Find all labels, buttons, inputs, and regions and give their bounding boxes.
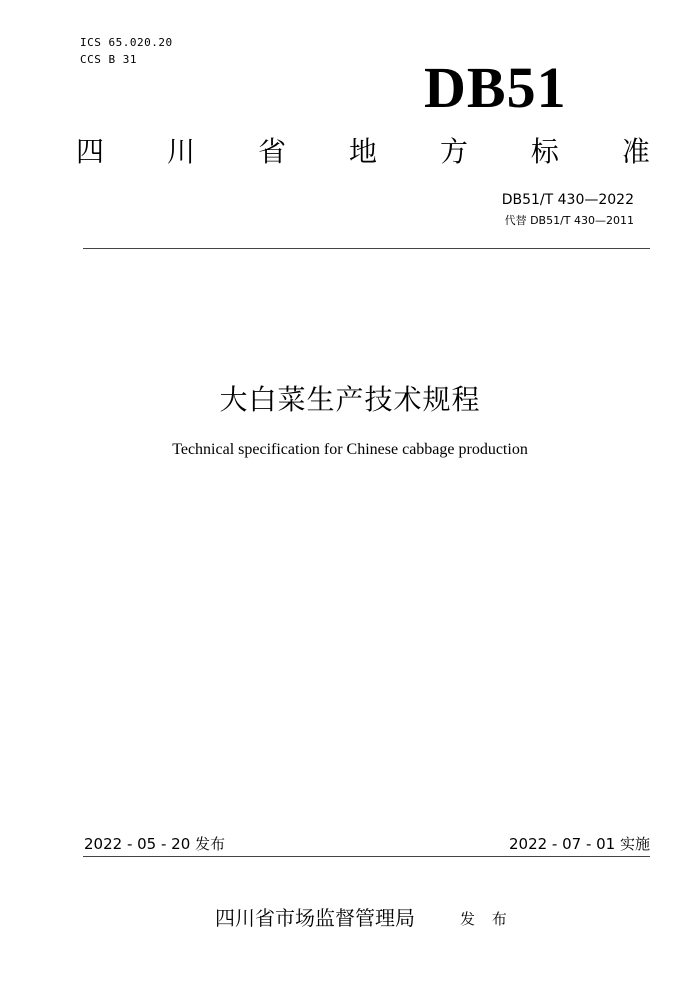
document-title-chinese: 大白菜生产技术规程 [219, 383, 481, 416]
publish-label: 发 布 [460, 910, 513, 928]
document-title-english: Technical specification for Chinese cabbage production [172, 441, 528, 458]
standard-type-heading [76, 134, 650, 170]
db51-logo: DB51 [424, 55, 567, 120]
ics-code: ICS 65.020.20 [80, 36, 173, 49]
standard-type-char: 标 [530, 135, 559, 168]
ccs-code: CCS B 31 [80, 53, 137, 66]
standard-number: DB51/T 430—2022 [501, 192, 634, 208]
publisher-name: 四川省市场监督管理局 [215, 906, 415, 930]
standard-type-char: 方 [439, 135, 468, 168]
footer-divider [83, 856, 650, 857]
implementation-date: 2022 - 07 - 01 实施 [508, 835, 650, 853]
standard-type-char: 省 [257, 135, 286, 168]
issue-date: 2022 - 05 - 20 发布 [84, 835, 226, 853]
header-divider [83, 248, 650, 249]
standard-type-char: 准 [621, 135, 650, 168]
standard-type-char: 地 [348, 135, 377, 168]
standard-type-char: 四 [76, 135, 105, 168]
replaced-standard: 代替 DB51/T 430—2011 [504, 214, 634, 227]
standard-type-char: 川 [166, 135, 195, 168]
